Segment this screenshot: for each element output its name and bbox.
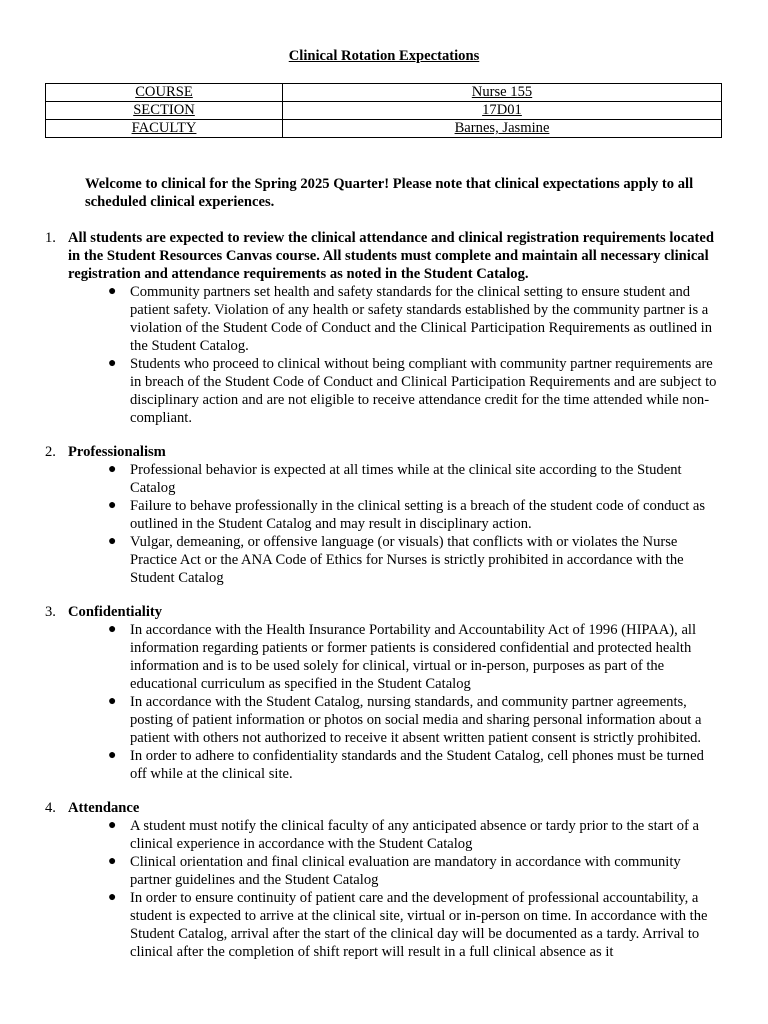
section-4	[0, 799, 768, 961]
list-item	[108, 747, 724, 783]
list-item	[108, 853, 724, 889]
course-info-table	[45, 83, 722, 138]
section-heading: Professionalism	[68, 444, 166, 460]
bullet-list	[0, 621, 768, 783]
section-value: 17D01	[283, 102, 722, 120]
section-3	[0, 603, 768, 783]
list-item-text: Students who proceed to clinical without being compliant with community partner requirements are in breach of the Student Code of Conduct and Clinical Participation Requirements and are subject to disciplinary action and are not eligible to receive attendance credit for the time attended while non-compliant.	[130, 356, 717, 426]
section-label: SECTION	[46, 102, 283, 120]
list-item	[108, 817, 724, 853]
bullet-icon: ●	[108, 748, 117, 763]
table-row	[46, 102, 722, 120]
bullet-icon: ●	[108, 498, 117, 513]
list-item-text: Failure to behave professionally in the clinical setting is a breach of the student code of conduct as outlined in the Student Catalog and may result in disciplinary action.	[130, 498, 706, 532]
bullet-icon: ●	[108, 534, 117, 549]
list-item-text: In order to ensure continuity of patient care and the development of professional accountability, a student is expected to arrive at the clinical site, virtual or in-person on time. In accordance with the Student Catalog, arrival after the start of the clinical day will be documented as a tardy. Arrival to clinical after the completion of shift report will result in a full clinical absence as it	[130, 890, 708, 960]
bullet-list	[0, 817, 768, 961]
list-item-text: Professional behavior is expected at all times while at the clinical site according to the Student Catalog	[130, 462, 682, 496]
list-item	[108, 461, 724, 497]
list-item-text: In accordance with the Student Catalog, nursing standards, and community partner agreements, posting of patient information or photos on social media and sharing personal information about a patient with others not authorized to receive it absent written patient consent is strictly prohibited.	[130, 694, 702, 746]
section-heading: All students are expected to review the clinical attendance and clinical registration requirements located in the Student Resources Canvas course. All students must complete and maintain all necessary clinical registration and attendance requirements as noted in the Student Catalog.	[68, 230, 714, 282]
list-item-text: Community partners set health and safety standards for the clinical setting to ensure student and patient safety. Violation of any health or safety standards established by the community partner is a violation of the Student Code of Conduct and the Clinical Participation Requirements as outlined in the Student Catalog.	[130, 284, 713, 354]
course-value: Nurse 155	[283, 84, 722, 102]
list-item	[108, 355, 724, 427]
bullet-icon: ●	[108, 694, 117, 709]
welcome-paragraph: Welcome to clinical for the Spring 2025 Quarter! Please note that clinical expectations apply to all scheduled clinical experiences.	[85, 176, 694, 210]
list-item	[108, 283, 724, 355]
bullet-icon: ●	[108, 622, 117, 637]
list-item-text: Vulgar, demeaning, or offensive language (or visuals) that conflicts with or violates the Nurse Practice Act or the ANA Code of Ethics for Nurses is strictly prohibited in accordance with the Student Catalog	[130, 534, 684, 586]
bullet-list	[0, 461, 768, 587]
faculty-label: FACULTY	[46, 120, 283, 138]
section-heading: Attendance	[68, 800, 140, 816]
section-number: 3.	[45, 604, 56, 620]
list-item-text: In order to adhere to confidentiality standards and the Student Catalog, cell phones must be turned off while at the clinical site.	[130, 748, 704, 782]
bullet-icon: ●	[108, 890, 117, 905]
list-item	[108, 533, 724, 587]
bullet-icon: ●	[108, 818, 117, 833]
bullet-icon: ●	[108, 284, 117, 299]
section-number: 2.	[45, 444, 56, 460]
list-item-text: A student must notify the clinical faculty of any anticipated absence or tardy prior to the start of a clinical experience in accordance with the Student Catalog	[130, 818, 699, 852]
table-row	[46, 120, 722, 138]
section-1	[0, 229, 768, 427]
bullet-icon: ●	[108, 462, 117, 477]
bullet-icon: ●	[108, 356, 117, 371]
page-title: Clinical Rotation Expectations	[288, 48, 480, 64]
section-number: 4.	[45, 800, 56, 816]
faculty-value: Barnes, Jasmine	[283, 120, 722, 138]
bullet-icon: ●	[108, 854, 117, 869]
section-number: 1.	[45, 230, 56, 246]
list-item	[108, 497, 724, 533]
bullet-list	[0, 283, 768, 427]
list-item	[108, 693, 724, 747]
list-item	[108, 621, 724, 693]
list-item-text: Clinical orientation and final clinical evaluation are mandatory in accordance with community partner guidelines and the Student Catalog	[130, 854, 681, 888]
table-row	[46, 84, 722, 102]
section-2	[0, 443, 768, 587]
section-heading: Confidentiality	[68, 604, 163, 620]
course-label: COURSE	[46, 84, 283, 102]
list-item	[108, 889, 724, 961]
list-item-text: In accordance with the Health Insurance Portability and Accountability Act of 1996 (HIPAA), all information regarding patients or former patients is considered confidential and protected health information and is to be used solely for clinical, virtual or in-person, purposes as part of the educational curriculum as specified in the Student Catalog	[130, 622, 697, 692]
